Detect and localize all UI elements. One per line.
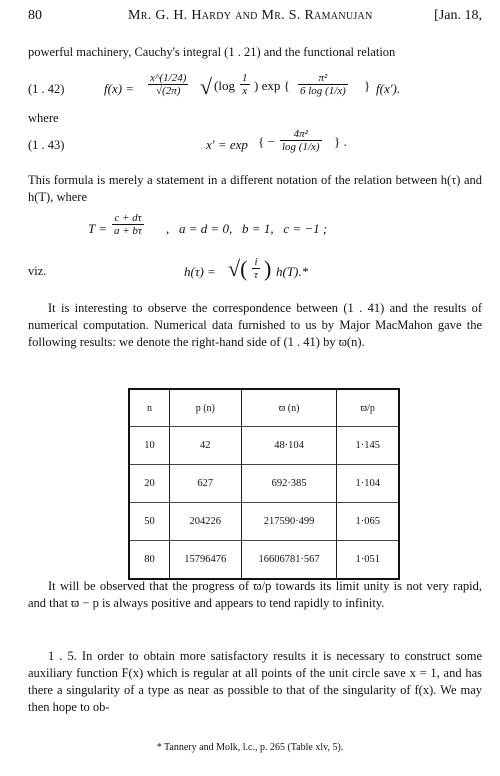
close-brace: }: [364, 78, 371, 93]
equation-tag: (1 . 42): [28, 82, 65, 96]
open-brace: { −: [258, 134, 275, 149]
fraction-numerator: x^(1/24): [150, 72, 187, 84]
equation-fraction: [148, 72, 188, 97]
table-cell: 42: [169, 427, 241, 465]
viz-label: viz.: [28, 264, 47, 278]
equation-rhs: f(x′).: [376, 81, 401, 96]
running-header: [28, 8, 482, 26]
table-cell: 1·065: [337, 503, 399, 541]
page-number: 80: [28, 8, 42, 23]
table-cell: 48·104: [241, 427, 337, 465]
fraction-denominator: log (1/x): [282, 141, 320, 153]
table-cell: 1·145: [337, 427, 399, 465]
log-frac-den: x: [242, 85, 248, 97]
table-cell: 692·385: [241, 465, 337, 503]
equation-1-42: [28, 72, 482, 108]
col-header-p: p (n): [169, 389, 241, 427]
table-header-row: [129, 389, 399, 427]
table-cell: 204226: [169, 503, 241, 541]
col-header-varpi: ϖ (n): [241, 389, 337, 427]
footnote: * Tannery and Molk, l.c., p. 265 (Table xlv, 5).: [156, 742, 344, 753]
fraction-denominator: τ: [254, 269, 258, 281]
fraction-numerator: 4π²: [280, 128, 322, 141]
log-frac-num: 1: [242, 72, 248, 84]
transform-lhs: T =: [88, 221, 108, 236]
fraction-denominator: √(2π): [156, 85, 181, 97]
intro-line: powerful machinery, Cauchy's integral (1 . 21) and the functional relation: [28, 45, 396, 59]
table-cell: 16606781·567: [241, 541, 337, 580]
header-title: Mr. G. H. Hardy and Mr. S. Ramanujan: [128, 8, 373, 23]
viz-equation: [28, 254, 482, 290]
viz-rhs: h(T).*: [276, 264, 309, 279]
results-table: [128, 388, 400, 580]
table-row: [129, 503, 399, 541]
equation-tag: (1 . 43): [28, 138, 65, 152]
table-cell: 10: [129, 427, 169, 465]
table-cell: 1·051: [337, 541, 399, 580]
statement-paragraph: This formula is merely a statement in a different notation of the relation between h(τ) and h(T), where: [28, 173, 482, 204]
exp-frac-den: 6 log (1/x): [300, 85, 346, 97]
table-cell: 217590·499: [241, 503, 337, 541]
fraction-numerator: i: [252, 256, 260, 269]
transform-fraction: [112, 212, 144, 237]
exp-frac-num: π²: [298, 72, 348, 85]
log-fraction: [240, 72, 250, 97]
close-paren: ): [264, 256, 272, 281]
transformation-equation: [28, 212, 482, 246]
table-row: [129, 427, 399, 465]
paragraph-correspondence: It is interesting to observe the correspondence between (1 . 41) and the results of numerical computation. Numerical data furnished to us by Major MacMahon gave the following results: we denote the right-hand side of (1 . 41) by ϖ(n).: [28, 301, 482, 349]
table-cell: 20: [129, 465, 169, 503]
fraction-numerator: c + dτ: [112, 212, 144, 225]
table-cell: 50: [129, 503, 169, 541]
table-cell: 627: [169, 465, 241, 503]
viz-fraction: [252, 256, 260, 281]
viz-lhs: h(τ) =: [184, 264, 216, 279]
log-term: (log: [214, 78, 235, 93]
table-cell: 80: [129, 541, 169, 580]
transform-conditions: , a = d = 0, b = 1, c = −1 ;: [166, 221, 328, 236]
col-header-ratio: ϖ/p: [337, 389, 399, 427]
paragraph-section-1-5: 1 . 5. In order to obtain more satisfactory results it is necessary to construct some auxiliary function F(x) which is regular at all points of the unit circle save x = 1, and has there a singularity of a type as near as possible to that of the singularity of f(x). We may then hope to ob-: [28, 649, 482, 714]
table-row: [129, 541, 399, 580]
close-brace: } .: [334, 134, 347, 149]
sqrt-sign: √: [200, 74, 213, 99]
table-cell: 15796476: [169, 541, 241, 580]
equation-lhs: f(x) =: [104, 81, 135, 96]
equation-fraction: [280, 128, 322, 153]
table-cell: 1·104: [337, 465, 399, 503]
exp-fraction: [298, 72, 348, 97]
equation-lhs: x′ = exp: [206, 137, 248, 152]
where-word: where: [28, 111, 59, 125]
sqrt-sign: √(: [228, 256, 248, 281]
header-date: [Jan. 18,: [434, 8, 482, 23]
paragraph-observed: It will be observed that the progress of ϖ/p towards its limit unity is not very rapid, and that ϖ − p is always positive and appears to tend rapidly to infinity.: [28, 579, 482, 610]
table-row: [129, 465, 399, 503]
equation-1-43: [28, 128, 482, 164]
col-header-n: n: [129, 389, 169, 427]
close-paren: ) exp {: [254, 78, 290, 93]
fraction-denominator: a + bτ: [114, 225, 142, 237]
